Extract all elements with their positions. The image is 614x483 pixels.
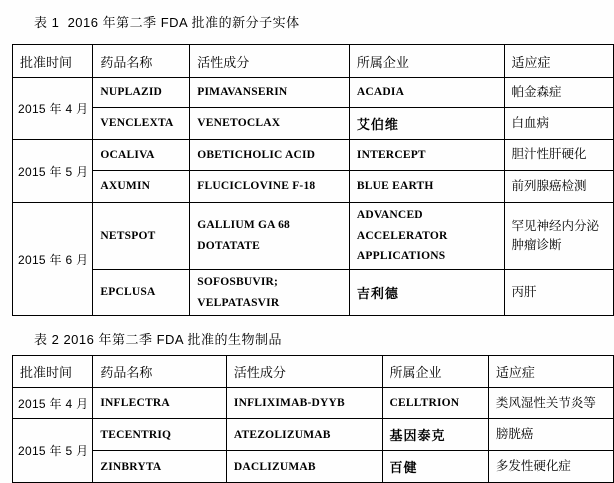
- col-header-approval-time: 批准时间: [13, 45, 93, 78]
- cell-drug-name: NUPLAZID: [93, 78, 190, 108]
- table-row: [13, 419, 614, 451]
- cell-indication: 丙肝: [504, 270, 613, 316]
- table-row: [13, 140, 614, 171]
- cell-company: 艾伯维: [349, 108, 504, 140]
- table-row: [13, 203, 614, 270]
- cell-approval-date: 2015 年 4 月: [13, 78, 93, 140]
- cell-approval-date: 2015 年 6 月: [13, 203, 93, 316]
- col-header-indication: 适应症: [504, 45, 613, 78]
- cell-company: 基因泰克: [382, 419, 488, 451]
- cell-company: 吉利德: [349, 270, 504, 316]
- table-row: [13, 388, 614, 419]
- cell-active-ingredient: FLUCICLOVINE F-18: [190, 171, 350, 203]
- table-row: [13, 451, 614, 483]
- cell-drug-name: ZINBRYTA: [93, 451, 227, 483]
- table-header-row: [13, 45, 614, 78]
- cell-active-ingredient: DACLIZUMAB: [226, 451, 382, 483]
- cell-indication: 膀胱癌: [488, 419, 613, 451]
- cell-drug-name: OCALIVA: [93, 140, 190, 171]
- cell-indication: 类风湿性关节炎等: [488, 388, 613, 419]
- cell-approval-date: 2015 年 5 月: [13, 419, 93, 483]
- cell-active-ingredient: ATEZOLIZUMAB: [226, 419, 382, 451]
- cell-company: BLUE EARTH: [349, 171, 504, 203]
- cell-company: CELLTRION: [382, 388, 488, 419]
- cell-indication: 多发性硬化症: [488, 451, 613, 483]
- cell-active-ingredient: OBETICHOLIC ACID: [190, 140, 350, 171]
- cell-company: 百健: [382, 451, 488, 483]
- col-header-company: 所属企业: [349, 45, 504, 78]
- col-header-approval-time: 批准时间: [13, 356, 93, 388]
- cell-company: INTERCEPT: [349, 140, 504, 171]
- cell-drug-name: EPCLUSA: [93, 270, 190, 316]
- cell-indication: 罕见神经内分泌肿瘤诊断: [504, 203, 613, 270]
- cell-indication: 白血病: [504, 108, 613, 140]
- col-header-active-ingredient: 活性成分: [226, 356, 382, 388]
- cell-approval-date: 2015 年 4 月: [13, 388, 93, 419]
- table-row: [13, 108, 614, 140]
- cell-active-ingredient: SOFOSBUVIR; VELPATASVIR: [190, 270, 350, 316]
- cell-active-ingredient: INFLIXIMAB-DYYB: [226, 388, 382, 419]
- col-header-active-ingredient: 活性成分: [190, 45, 350, 78]
- cell-drug-name: AXUMIN: [93, 171, 190, 203]
- cell-active-ingredient: GALLIUM GA 68 DOTATATE: [190, 203, 350, 270]
- table-row: [13, 78, 614, 108]
- cell-active-ingredient: PIMAVANSERIN: [190, 78, 350, 108]
- table-row: [13, 270, 614, 316]
- cell-active-ingredient: VENETOCLAX: [190, 108, 350, 140]
- col-header-drug-name: 药品名称: [93, 356, 227, 388]
- table-header-row: [13, 356, 614, 388]
- cell-approval-date: 2015 年 5 月: [13, 140, 93, 203]
- biologics-table: [12, 355, 614, 483]
- cell-drug-name: INFLECTRA: [93, 388, 227, 419]
- cell-indication: 前列腺癌检测: [504, 171, 613, 203]
- cell-drug-name: NETSPOT: [93, 203, 190, 270]
- table1-title: 表 1 2016 年第二季 FDA 批准的新分子实体: [34, 15, 300, 30]
- cell-indication: 帕金森症: [504, 78, 613, 108]
- cell-indication: 胆汁性肝硬化: [504, 140, 613, 171]
- cell-drug-name: VENCLEXTA: [93, 108, 190, 140]
- table-row: [13, 171, 614, 203]
- table2-title: 表 2 2016 年第二季 FDA 批准的生物制品: [34, 332, 282, 348]
- cell-drug-name: TECENTRIQ: [93, 419, 227, 451]
- col-header-drug-name: 药品名称: [93, 45, 190, 78]
- cell-company: ADVANCED ACCELERATOR APPLICATIONS: [349, 203, 504, 270]
- cell-company: ACADIA: [349, 78, 504, 108]
- col-header-indication: 适应症: [488, 356, 613, 388]
- col-header-company: 所属企业: [382, 356, 488, 388]
- nme-table: [12, 44, 614, 316]
